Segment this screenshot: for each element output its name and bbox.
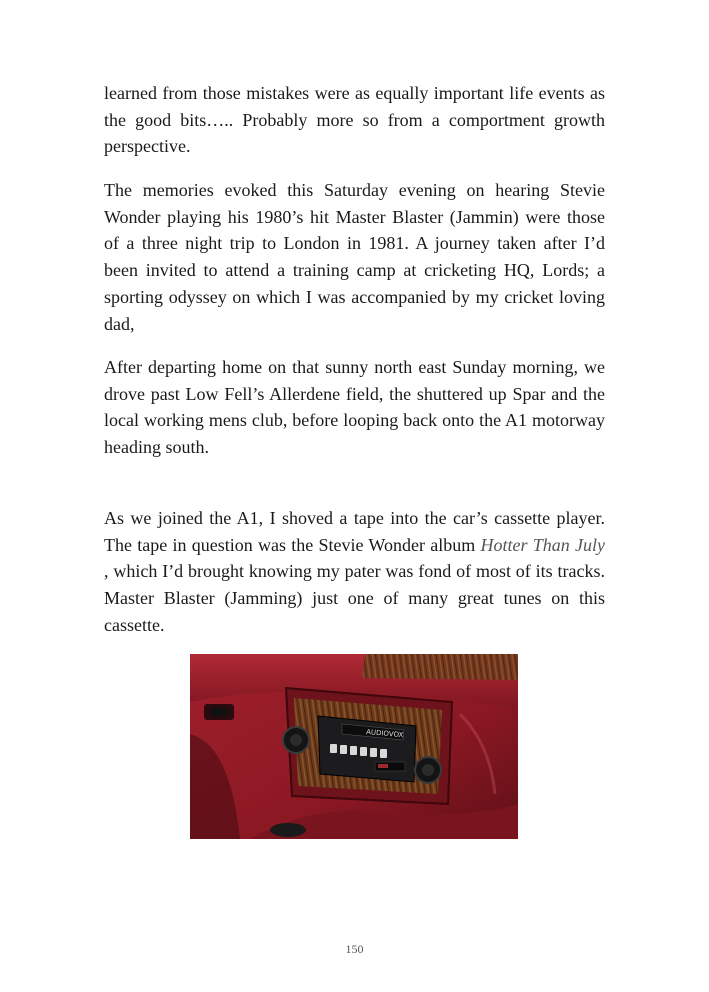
- album-title: Hotter Than July: [480, 534, 605, 555]
- paragraph-4-text-end: , which I’d brought knowing my pater was fond of most of its tracks. Master Blaster (Jamming) just one of many great tunes on this cassette.: [104, 561, 605, 635]
- radio-brand-label: AUDIOVOX: [365, 728, 404, 740]
- page-number: 150: [345, 942, 364, 956]
- paragraph-4: [104, 505, 605, 639]
- paragraph-2: The memories evoked this Saturday evening on hearing Stevie Wonder playing his 1980’s hit Master Blaster (Jammin) were those of a three night trip to London in 1981. A journey taken after I’d been invited to attend a training camp at cricketing HQ, Lords; a sporting odyssey on which I was accompanied by my cricket loving dad,: [104, 180, 605, 334]
- car-cassette-player-photo: [190, 654, 518, 839]
- paragraph-1: learned from those mistakes were as equally important life events as the good bits….. Probably more so from a comportment growth perspective.: [104, 83, 605, 157]
- paragraph-3: After departing home on that sunny north east Sunday morning, we drove past Low Fell’s Allerdene field, the shuttered up Spar and the local working mens club, before looping back onto the A1 motorway heading south.: [104, 357, 605, 458]
- paragraph-4-text-start: As we joined the A1, I shoved a tape into the car’s cassette player. The tape in question was the Stevie Wonder album: [104, 508, 605, 555]
